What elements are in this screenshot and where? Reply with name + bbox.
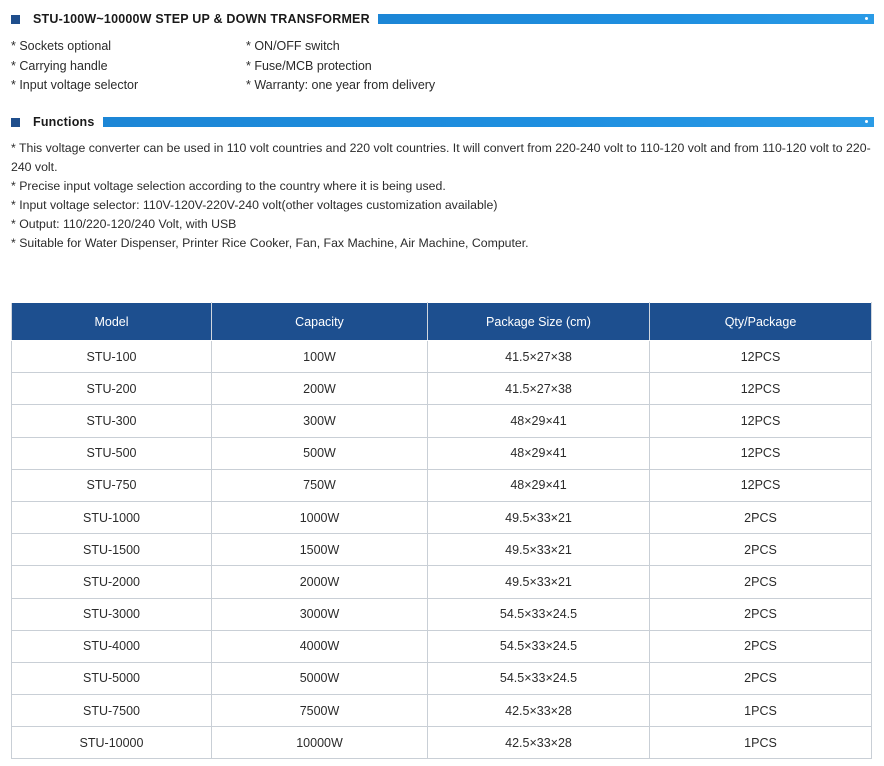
cell-model: STU-3000 <box>12 598 212 630</box>
function-line: * Suitable for Water Dispenser, Printer Rice Cooker, Fan, Fax Machine, Air Machine, Computer. <box>11 236 529 250</box>
cell-model: STU-100 <box>12 341 212 373</box>
table-row <box>12 662 872 694</box>
cell-capacity: 500W <box>212 437 428 469</box>
feature-item: * Sockets optional <box>11 39 112 53</box>
cell-package-size: 54.5×33×24.5 <box>428 630 650 662</box>
table-header-row <box>12 303 872 341</box>
section-header-functions <box>11 115 874 129</box>
table-row <box>12 341 872 373</box>
table-row <box>12 501 872 533</box>
table-row <box>12 598 872 630</box>
cell-capacity: 1000W <box>212 501 428 533</box>
cell-package-size: 41.5×27×38 <box>428 373 650 405</box>
section-square-icon <box>11 15 20 24</box>
cell-model: STU-7500 <box>12 695 212 727</box>
cell-package-size: 42.5×33×28 <box>428 727 650 759</box>
cell-capacity: 300W <box>212 405 428 437</box>
section-header-product <box>11 12 874 26</box>
cell-package-size: 48×29×41 <box>428 469 650 501</box>
cell-qty: 2PCS <box>650 598 872 630</box>
functions-text <box>11 139 881 253</box>
cell-package-size: 41.5×27×38 <box>428 341 650 373</box>
cell-capacity: 3000W <box>212 598 428 630</box>
table-row <box>12 695 872 727</box>
cell-model: STU-1000 <box>12 501 212 533</box>
cell-model: STU-4000 <box>12 630 212 662</box>
feature-item: * Input voltage selector <box>11 78 139 92</box>
features-list <box>11 37 435 96</box>
cell-qty: 12PCS <box>650 341 872 373</box>
column-header-capacity: Capacity <box>212 303 428 341</box>
cell-package-size: 48×29×41 <box>428 405 650 437</box>
cell-model: STU-500 <box>12 437 212 469</box>
cell-capacity: 200W <box>212 373 428 405</box>
cell-package-size: 49.5×33×21 <box>428 501 650 533</box>
table-row <box>12 437 872 469</box>
feature-item: * ON/OFF switch <box>246 39 340 53</box>
cell-package-size: 42.5×33×28 <box>428 695 650 727</box>
section-bar <box>103 117 874 127</box>
cell-qty: 2PCS <box>650 662 872 694</box>
cell-qty: 2PCS <box>650 566 872 598</box>
cell-package-size: 49.5×33×21 <box>428 566 650 598</box>
cell-model: STU-200 <box>12 373 212 405</box>
cell-qty: 2PCS <box>650 534 872 566</box>
function-line: * This voltage converter can be used in 110 volt countries and 220 volt countries. It will convert from 220-240 volt to 110-120 volt and from 110-120 volt to 220-240 volt. <box>11 141 871 174</box>
feature-row <box>11 37 435 57</box>
cell-capacity: 2000W <box>212 566 428 598</box>
column-header-package-size: Package Size (cm) <box>428 303 650 341</box>
cell-qty: 1PCS <box>650 695 872 727</box>
table-row <box>12 727 872 759</box>
cell-qty: 2PCS <box>650 501 872 533</box>
feature-row <box>11 57 435 77</box>
section-bar <box>378 14 874 24</box>
cell-qty: 12PCS <box>650 469 872 501</box>
bar-dot-icon <box>865 17 868 20</box>
cell-capacity: 7500W <box>212 695 428 727</box>
cell-model: STU-300 <box>12 405 212 437</box>
bar-dot-icon <box>865 120 868 123</box>
cell-model: STU-5000 <box>12 662 212 694</box>
cell-qty: 12PCS <box>650 437 872 469</box>
cell-capacity: 10000W <box>212 727 428 759</box>
feature-row <box>11 76 435 96</box>
cell-capacity: 1500W <box>212 534 428 566</box>
cell-package-size: 54.5×33×24.5 <box>428 598 650 630</box>
product-title: STU-100W~10000W STEP UP & DOWN TRANSFORMER <box>33 12 370 26</box>
cell-model: STU-10000 <box>12 727 212 759</box>
section-square-icon <box>11 118 20 127</box>
cell-package-size: 54.5×33×24.5 <box>428 662 650 694</box>
feature-item: * Warranty: one year from delivery <box>246 78 436 92</box>
cell-qty: 2PCS <box>650 630 872 662</box>
cell-model: STU-2000 <box>12 566 212 598</box>
function-line: * Input voltage selector: 110V-120V-220V-240 volt(other voltages customization available) <box>11 198 498 212</box>
cell-qty: 12PCS <box>650 373 872 405</box>
feature-item: * Carrying handle <box>11 58 108 73</box>
function-line: * Precise input voltage selection according to the country where it is being used. <box>11 179 446 193</box>
table-row <box>12 534 872 566</box>
table-row <box>12 469 872 501</box>
column-header-qty: Qty/Package <box>650 303 872 341</box>
feature-item: * Fuse/MCB protection <box>246 58 372 73</box>
functions-title: Functions <box>33 115 95 129</box>
column-header-model: Model <box>12 303 212 341</box>
cell-qty: 12PCS <box>650 405 872 437</box>
spec-table <box>11 302 872 759</box>
cell-capacity: 5000W <box>212 662 428 694</box>
cell-capacity: 750W <box>212 469 428 501</box>
cell-package-size: 48×29×41 <box>428 437 650 469</box>
cell-package-size: 49.5×33×21 <box>428 534 650 566</box>
function-line: * Output: 110/220-120/240 Volt, with USB <box>11 217 237 231</box>
cell-capacity: 100W <box>212 341 428 373</box>
cell-qty: 1PCS <box>650 727 872 759</box>
table-row <box>12 566 872 598</box>
cell-model: STU-1500 <box>12 534 212 566</box>
cell-capacity: 4000W <box>212 630 428 662</box>
cell-model: STU-750 <box>12 469 212 501</box>
table-row <box>12 373 872 405</box>
table-row <box>12 405 872 437</box>
table-row <box>12 630 872 662</box>
